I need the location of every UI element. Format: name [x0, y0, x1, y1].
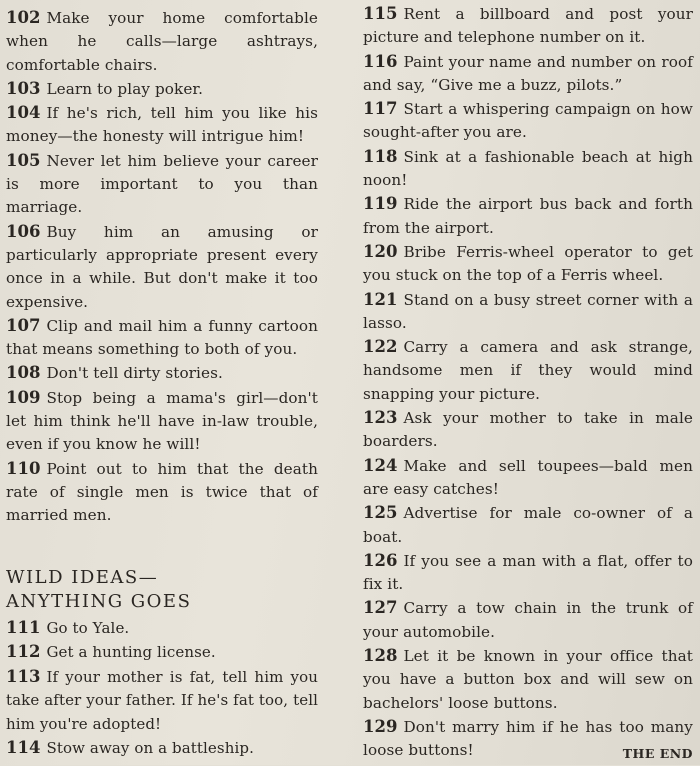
right-items [363, 2, 693, 763]
end-mark: THE END [622, 746, 693, 762]
list-item [363, 288, 693, 336]
list-item [6, 149, 318, 220]
item-number: 128 [363, 646, 398, 666]
item-number: 123 [363, 408, 398, 428]
item-number: 125 [363, 503, 398, 523]
list-item [363, 50, 693, 98]
item-text: Stow away on a battleship. [46, 739, 254, 758]
left-column [6, 6, 318, 761]
list-item [363, 406, 693, 454]
list-item [363, 2, 693, 50]
list-item [6, 361, 318, 385]
item-text: If you see a man with a flat, offer to fix it. [363, 551, 693, 594]
item-number: 126 [363, 550, 398, 570]
item-text: Bribe Ferris-wheel operator to get you stuck on the top of a Ferris wheel. [363, 242, 693, 285]
item-number: 116 [363, 51, 398, 71]
item-number: 122 [363, 337, 398, 357]
list-item [6, 665, 318, 737]
item-number: 113 [6, 666, 41, 686]
item-text: Get a hunting license. [46, 643, 216, 662]
item-number: 121 [363, 289, 398, 309]
item-number: 124 [363, 455, 398, 475]
item-text: Don't tell dirty stories. [46, 364, 223, 383]
left-items-bottom [6, 616, 318, 761]
left-items-top [6, 6, 318, 528]
item-text: Never let him believe your career is more important to you than marriage. [6, 151, 318, 217]
item-number: 109 [6, 387, 41, 407]
item-text: Go to Yale. [46, 618, 130, 637]
item-number: 110 [6, 458, 41, 478]
item-text: Point out to him that the death rate of single men is twice that of married men. [6, 459, 318, 525]
item-text: Sink at a fashionable beach at high noon! [363, 147, 693, 190]
item-text: Make your home comfortable when he calls—large ashtrays, comfortable chairs. [6, 9, 318, 74]
section-heading-line1: WILD IDEAS— [6, 566, 159, 588]
item-text: Let it be known in your office that you have a button box and will sew on bachelors' loose buttons. [363, 647, 693, 712]
list-item [363, 715, 693, 763]
list-item [6, 101, 318, 149]
item-text: Rent a billboard and post your picture and telephone number on it. [363, 5, 693, 47]
item-text: Carry a camera and ask strange, handsome men if they would mind snapping your picture. [363, 338, 693, 403]
item-number: 114 [6, 738, 41, 758]
item-number: 111 [6, 617, 41, 637]
item-number: 103 [6, 78, 41, 98]
item-text: Advertise for male co-owner of a boat. [363, 504, 693, 546]
item-text: Carry a tow chain in the trunk of your automobile. [363, 599, 693, 641]
item-text: If your mother is fat, tell him you take after your father. If he's fat too, tell him you're adopted! [6, 667, 318, 733]
list-item [6, 6, 318, 77]
item-text: Buy him an amusing or particularly appropriate present every once in a while. But don't make it too expensive. [6, 222, 318, 311]
item-text: Learn to play poker. [46, 79, 204, 98]
item-number: 102 [6, 8, 41, 27]
item-number: 105 [6, 150, 41, 170]
item-text: Stop being a mama's girl—don't let him think he'll have in-law trouble, even if you know he will! [6, 388, 318, 454]
list-item [363, 335, 693, 406]
list-item [6, 314, 318, 362]
item-text: Ride the airport bus back and forth from the airport. [363, 195, 693, 237]
section-heading [6, 566, 318, 614]
item-number: 118 [363, 146, 398, 166]
item-text: Clip and mail him a funny cartoon that means something to both of you. [6, 316, 318, 359]
list-item [363, 97, 693, 145]
list-item [6, 77, 318, 101]
item-number: 129 [363, 716, 398, 736]
section-heading-line2: ANYTHING GOES [6, 590, 192, 612]
list-item [363, 192, 693, 240]
item-number: 120 [363, 241, 398, 261]
list-item [363, 644, 693, 715]
item-number: 117 [363, 99, 398, 119]
list-item [363, 454, 693, 502]
list-item [363, 596, 693, 644]
item-number: 115 [363, 4, 398, 23]
item-text: Don't marry him if he has too many loose buttons! [363, 717, 693, 760]
item-text: Paint your name and number on roof and say, “Give me a buzz, pilots.” [363, 52, 693, 94]
list-item [363, 501, 693, 549]
list-item [6, 457, 318, 528]
item-text: Ask your mother to take in male boarders. [363, 409, 693, 451]
list-item [6, 386, 318, 457]
item-number: 107 [6, 315, 41, 335]
list-item [6, 736, 318, 761]
item-text: Start a whispering campaign on how sought-after you are. [363, 100, 693, 142]
item-text: If he's rich, tell him you like his money—the honesty will intrigue him! [6, 104, 318, 146]
item-number: 127 [363, 598, 398, 618]
item-number: 104 [6, 103, 41, 123]
item-number: 112 [6, 642, 41, 662]
list-item [363, 145, 693, 193]
item-number: 106 [6, 221, 41, 241]
list-item [6, 640, 318, 665]
list-item [363, 549, 693, 597]
item-text: Stand on a busy street corner with a lasso. [363, 290, 693, 332]
item-text: Make and sell toupees—bald men are easy catches! [363, 456, 693, 498]
list-item [6, 616, 318, 641]
list-item [6, 220, 318, 314]
list-item [363, 240, 693, 288]
item-number: 119 [363, 194, 398, 214]
right-column [363, 2, 693, 766]
item-number: 108 [6, 363, 41, 383]
